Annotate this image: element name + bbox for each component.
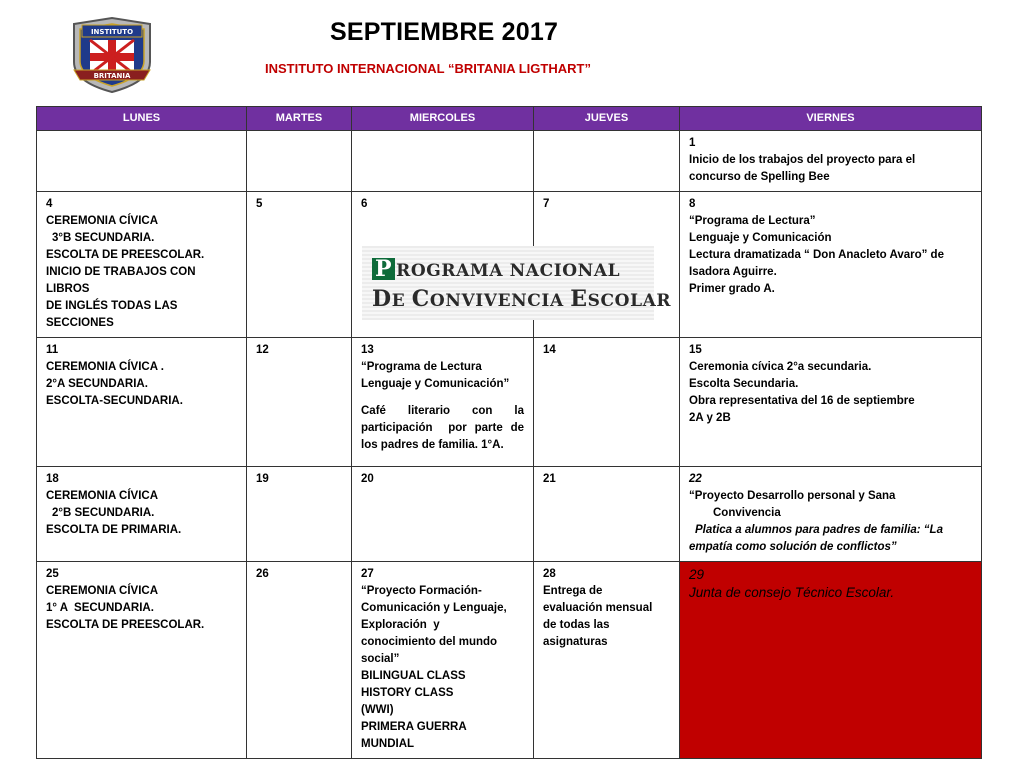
cell-day-8 (680, 192, 982, 338)
cell-day-11 (37, 338, 247, 467)
day-number: 21 (543, 473, 556, 485)
event-text: concurso de Spelling Bee (689, 171, 830, 183)
event-text: Ceremonia cívica 2°a secundaria. (689, 361, 872, 373)
cell-day-22 (680, 467, 982, 562)
school-name: INSTITUTO INTERNACIONAL “BRITANIA LIGTHART” (265, 61, 591, 76)
cell-day-27 (352, 562, 534, 759)
event-text: CEREMONIA CÍVICA (46, 215, 159, 227)
calendar-table (36, 106, 982, 759)
event-text: ESCOLTA DE PRIMARIA. (46, 524, 182, 536)
cell-day-5 (247, 192, 352, 338)
day-number: 12 (256, 344, 269, 356)
cell-empty (534, 131, 680, 192)
cell-empty (352, 131, 534, 192)
header-martes: MARTES (247, 107, 352, 131)
cell-day-29-highlight (680, 562, 982, 759)
event-text: Junta de consejo Técnico Escolar. (689, 585, 895, 600)
cell-day-28 (534, 562, 680, 759)
event-text: los padres de familia. 1°A. (361, 439, 504, 451)
day-number: 1 (689, 137, 696, 149)
event-text: PRIMERA GUERRA (361, 721, 467, 733)
cell-day-21 (534, 467, 680, 562)
event-text: Exploración y (361, 619, 440, 631)
day-number: 13 (361, 344, 374, 356)
event-text: participación por parte de (361, 422, 524, 434)
day-number: 19 (256, 473, 269, 485)
banner-letter: D (372, 286, 392, 312)
day-number: 18 (46, 473, 59, 485)
week-row-5 (37, 562, 982, 759)
event-text: “Proyecto Desarrollo personal y Sana (689, 490, 896, 502)
banner-text: SCOLAR (587, 291, 672, 311)
logo-top-text: INSTITUTO (90, 28, 134, 36)
cell-day-20 (352, 467, 534, 562)
day-number: 27 (361, 568, 374, 580)
header-miercoles: MIERCOLES (352, 107, 534, 131)
event-text: 3°B SECUNDARIA. (52, 232, 155, 244)
event-text: 2A y 2B (689, 412, 731, 424)
event-text: 2°B SECUNDARIA. (52, 507, 155, 519)
banner-line-1-text: ROGRAMA NACIONAL (396, 261, 621, 281)
week-row-4 (37, 467, 982, 562)
event-text: LIBROS (46, 283, 90, 295)
banner-line-2 (372, 286, 671, 312)
event-text: Isadora Aguirre. (689, 266, 777, 278)
event-text: (WWI) (361, 704, 394, 716)
day-number: 14 (543, 344, 556, 356)
event-text: evaluación mensual (543, 602, 653, 614)
week-row-1 (37, 131, 982, 192)
banner-letter: E (570, 286, 588, 312)
cell-day-13 (352, 338, 534, 467)
cell-day-12 (247, 338, 352, 467)
event-text: MUNDIAL (361, 738, 415, 750)
cell-day-15 (680, 338, 982, 467)
event-text: Obra representativa del 16 de septiembre (689, 395, 915, 407)
page-title: SEPTIEMBRE 2017 (330, 18, 559, 46)
banner-p-box: P (372, 258, 395, 280)
header-lunes: LUNES (37, 107, 247, 131)
header-jueves: JUEVES (534, 107, 680, 131)
cell-empty (247, 131, 352, 192)
week-row-3 (37, 338, 982, 467)
event-text: INICIO DE TRABAJOS CON (46, 266, 196, 278)
event-text: 1° A SECUNDARIA. (46, 602, 154, 614)
event-text: “Proyecto Formación- (361, 585, 482, 597)
event-text: empatía como solución de conflictos” (689, 541, 897, 553)
day-number: 25 (46, 568, 59, 580)
event-text: Café literario con la (361, 405, 524, 417)
cell-day-4 (37, 192, 247, 338)
event-text: Inicio de los trabajos del proyecto para el (689, 154, 916, 166)
event-text: Comunicación y Lenguaje, (361, 602, 507, 614)
event-text: Convivencia (713, 507, 781, 519)
cell-day-18 (37, 467, 247, 562)
cell-day-1 (680, 131, 982, 192)
cell-day-25 (37, 562, 247, 759)
cell-day-26 (247, 562, 352, 759)
day-number: 5 (256, 198, 263, 210)
pnce-banner-logo (362, 246, 672, 320)
day-number: 4 (46, 198, 53, 210)
cell-day-14 (534, 338, 680, 467)
cell-empty (37, 131, 247, 192)
event-text: ESCOLTA-SECUNDARIA. (46, 395, 183, 407)
event-text: ESCOLTA DE PREESCOLAR. (46, 619, 205, 631)
day-number: 22 (689, 473, 702, 485)
event-text: BILINGUAL CLASS (361, 670, 466, 682)
day-number: 6 (361, 198, 368, 210)
event-text: Platica a alumnos para padres de familia: “La (695, 524, 943, 536)
event-text: Primer grado A. (689, 283, 775, 295)
event-text: Lenguaje y Comunicación” (361, 378, 510, 390)
event-text: ESCOLTA DE PREESCOLAR. (46, 249, 205, 261)
event-text: DE INGLÉS TODAS LAS (46, 300, 178, 312)
day-number: 29 (689, 567, 705, 582)
event-text: Lenguaje y Comunicación (689, 232, 832, 244)
event-text: social” (361, 653, 400, 665)
day-number: 15 (689, 344, 702, 356)
event-text: SECCIONES (46, 317, 114, 329)
banner-line-1 (372, 258, 620, 281)
event-text: conocimiento del mundo (361, 636, 498, 648)
event-text: asignaturas (543, 636, 608, 648)
event-text: HISTORY CLASS (361, 687, 454, 699)
school-crest-logo (68, 16, 156, 94)
event-text: Escolta Secundaria. (689, 378, 799, 390)
event-text: Lectura dramatizada “ Don Anacleto Avaro” de (689, 249, 944, 261)
cell-day-19 (247, 467, 352, 562)
banner-text: ONVIVENCIA (429, 291, 564, 311)
day-number: 28 (543, 568, 556, 580)
day-number: 8 (689, 198, 696, 210)
event-text: CEREMONIA CÍVICA . (46, 361, 164, 373)
day-number: 11 (46, 344, 59, 356)
banner-letter: C (411, 286, 430, 312)
event-text: “Programa de Lectura” (689, 215, 816, 227)
banner-text: E (391, 291, 406, 311)
logo-bottom-text: BRITANIA (93, 72, 131, 80)
day-number: 26 (256, 568, 269, 580)
weekday-header-row (37, 107, 982, 131)
spacer (361, 393, 524, 403)
header-viernes: VIERNES (680, 107, 982, 131)
event-text: 2°A SECUNDARIA. (46, 378, 148, 390)
event-text: CEREMONIA CÍVICA (46, 585, 159, 597)
event-text: de todas las (543, 619, 610, 631)
event-text: Entrega de (543, 585, 603, 597)
event-text: “Programa de Lectura (361, 361, 482, 373)
day-number: 20 (361, 473, 374, 485)
event-text: CEREMONIA CÍVICA (46, 490, 159, 502)
day-number: 7 (543, 198, 550, 210)
